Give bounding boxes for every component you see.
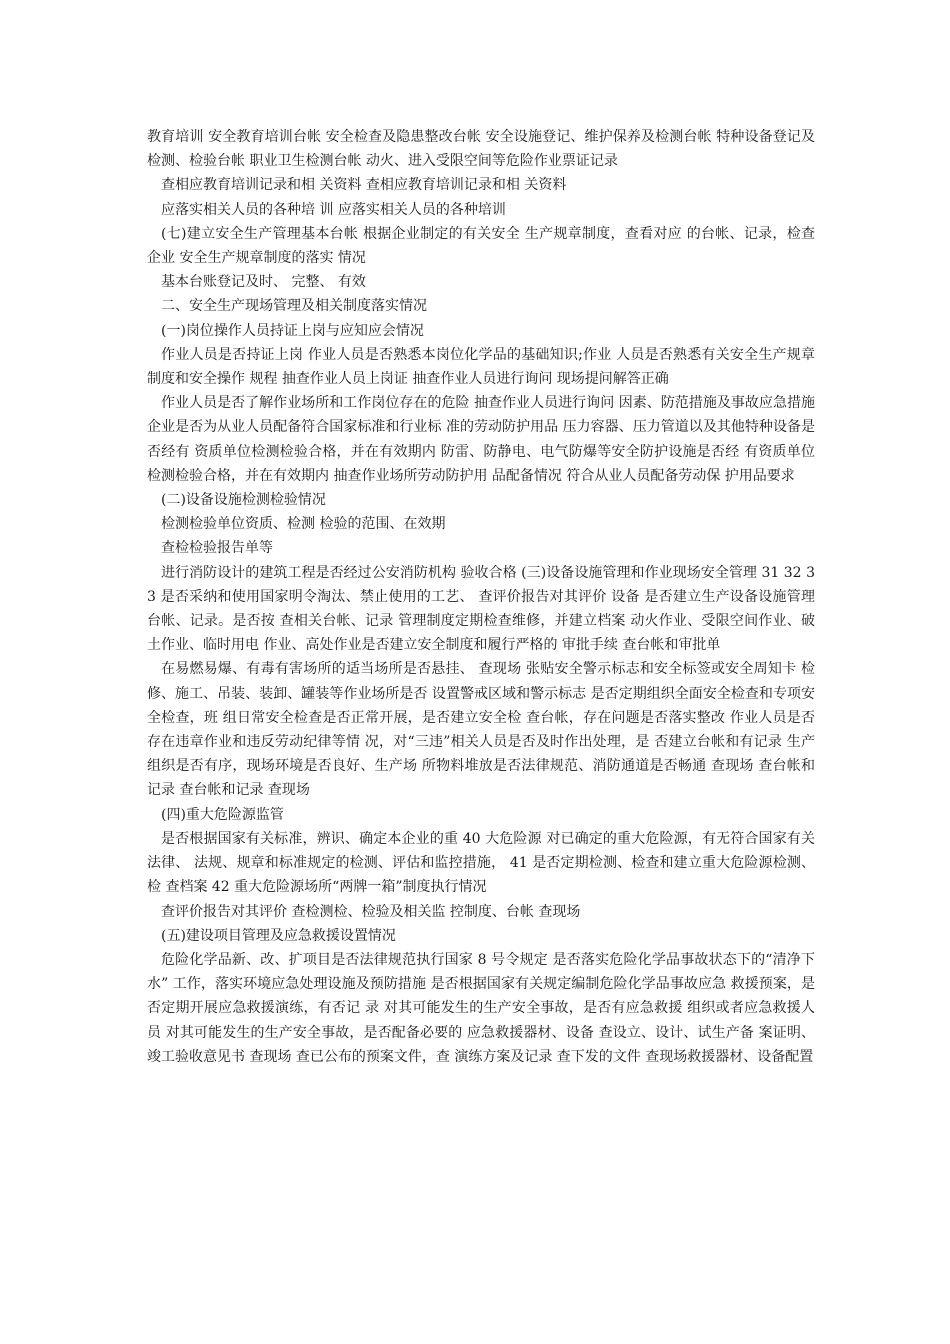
paragraph: 基本台账登记及时、 完整、 有效 [161,274,366,291]
paragraph: (七)建立安全生产管理基本台帐 根据企业制定的有关安全 生产规章制度，查看对应 的台帐、记录，检查企业 安全生产规章制度的落实 情况 [147,225,815,267]
paragraph: 在易燃易爆、有毒有害场所的适当场所是否悬挂、 查现场 张贴安全警示标志和安全标签或安全周知卡 检修、施工、吊装、装卸、罐装等作业场所是否 设置警戒区域和警示标志 是否定期组织全面安全检查和专项安全检查，班 组日常安全检查是否正常开展，是否建立安全检 查台帐，存在问题是否落实整改 作业人员是否存在违章作业和违反劳动纪律等情 况，对“三违”相关人员是否及时作出处理，是 否建立台帐和有记录 生产组织是否有序，现场环境是否良好、生产场 所物料堆放是否法律规范、消防通道是否畅通 查现场 查台帐和记录 查台帐和记录 查现场 [147,661,815,799]
paragraph: (五)建设项目管理及应急救援设置情况 [161,927,396,944]
document-body [147,125,815,1069]
paragraph: (一)岗位操作人员持证上岗与应知应会情况 [161,322,424,339]
paragraph: (二)设备设施检测检验情况 [161,492,326,509]
paragraph: 查相应教育培训记录和相 关资料 查相应教育培训记录和相 关资料 [161,177,567,194]
paragraph: 二、安全生产现场管理及相关制度落实情况 [161,298,427,315]
paragraph: 作业人员是否持证上岗 作业人员是否熟悉本岗位化学品的基础知识;作业 人员是否熟悉有关安全生产规章制度和安全操作 规程 抽查作业人员上岗证 抽查作业人员进行询问 现场提问解答正确 [147,346,815,388]
paragraph: 教育培训 安全教育培训台帐 安全检查及隐患整改台帐 安全设施登记、维护保养及检测台帐 特种设备登记及检测、检验台帐 职业卫生检测台帐 动火、进入受限空间等危险作业票证记录 [147,129,815,170]
paragraph: 检测检验单位资质、检测 检验的范围、在效期 [161,516,446,533]
paragraph: 查检检验报告单等 [161,540,273,557]
paragraph: (四)重大危险源监管 [161,806,284,823]
paragraph: 进行消防设计的建筑工程是否经过公安消防机构 验收合格 (三)设备设施管理和作业现场安全管理 31 32 33 是否采纳和使用国家明令淘汰、禁止使用的工艺、 查评价报告对其评价 设备 是否建立生产设备设施管理台帐、记录。是否按 查相关台帐、记录 管理制度定期检查维修，并建立档案 动火作业、受限空间作业、破土作业、临时用电 作业、高处作业是否建立安全制度和履行严格的 审批手续 查台帐和审批单 [147,564,815,654]
paragraph: 作业人员是否了解作业场所和工作岗位存在的危险 抽查作业人员进行询问 因素、防范措施及事故应急措施 企业是否为从业人员配备符合国家标准和行业标 准的劳动防护用品 压力容器、压力管道以及其他特种设备是否经有 资质单位检测检验合格，并在有效期内 防雷、防静电、电气防爆等安全防护设施是否经 有资质单位检测检验合格，并在有效期内 抽查作业场所劳动防护用 品配备情况 符合从业人员配备劳动保 护用品要求 [147,395,815,484]
paragraph: 危险化学品新、改、扩项目是否法律规范执行国家 8 号令规定 是否落实危险化学品事故状态下的“清净下水” 工作，落实环境应急处理设施及预防措施 是否根据国家有关规定编制危险化学品事故应急 救援预案，是否定期开展应急救援演练，有否记 录 对其可能发生的生产安全事故，是否有应急救援 组织或者应急救援人员 对其可能发生的生产安全事故，是否配备必要的 应急救援器材、设备 查设立、设计、试生产备 案证明、竣工验收意见书 查现场 查已公布的预案文件，查 演练方案及记录 查下发的文件 查现场救援器材、设备配置 [147,951,815,1065]
paragraph: 查评价报告对其评价 查检测检、检验及相关监 控制度、台帐 查现场 [161,903,581,920]
paragraph: 是否根据国家有关标准，辨识、确定本企业的重 40 大危险源 对已确定的重大危险源，有无符合国家有关法律、 法规、规章和标准规定的检测、评估和监控措施， 41 是否定期检测、检查和建立重大危险源检测、检 查档案 42 重大危险源场所“两牌一箱”制度执行情况 [147,830,815,896]
paragraph: 应落实相关人员的各种培 训 应落实相关人员的各种培训 [161,201,506,218]
